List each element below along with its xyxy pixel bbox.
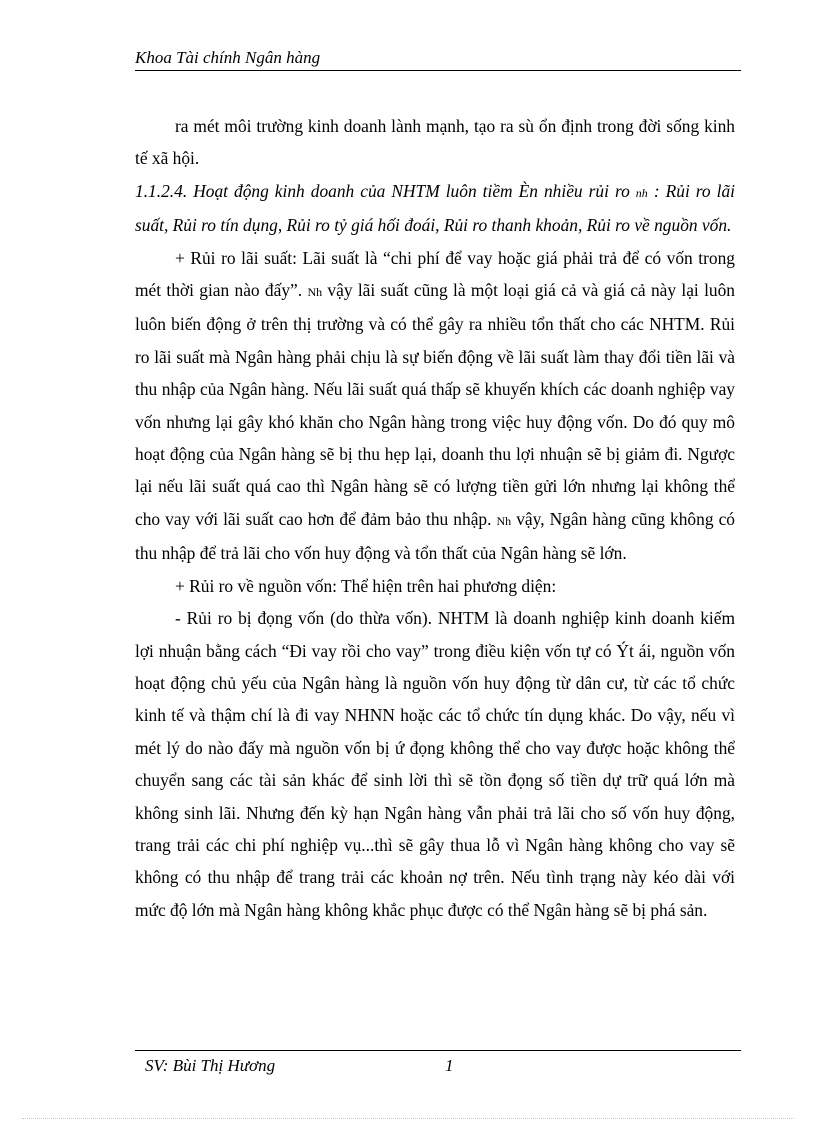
section-heading-part-2: : Rủi ro lãi suất, Rủi ro tín dụng, Rủi ro tỷ giá hối đoái, Rủi ro thanh khoản, Rủi ro về nguồn vốn. — [135, 180, 735, 236]
paragraph-idle-capital-risk: - Rủi ro bị đọng vốn (do thừa vốn). NHTM là doanh nghiệp kinh doanh kiếm lợi nhuận bằng cách “Đi vay rồi cho vay” trong điều kiện vốn tự có Ýt ái, nguồn vốn hoạt động chủ yếu của Ngân hàng là nguồn vốn huy động từ dân cư, từ các tổ chức kinh tế và thậm chí là đi vay NHNN hoặc các tổ chức tín dụng khác. Do vậy, nếu vì mét lý do nào đấy mà nguồn vốn bị ứ đọng không thể cho vay được hoặc không thể chuyển sang các tài sản khác để sinh lời thì sẽ tồn đọng số tiền dự trữ quá lớn mà không sinh lãi. Nhưng đến kỳ hạn Ngân hàng vẫn phải trả lãi cho số vốn huy động, trang trải các chi phí nghiệp vụ...thì sẽ gây thua lỗ vì Ngân hàng không cho vay sẽ không có thu nhập để trang trải các khoản nợ trên. Nếu tình trạng này kéo dài với mức độ lớn mà Ngân hàng không khắc phục được có thể Ngân hàng sẽ bị phá sản. — [135, 608, 735, 920]
paragraph-interest-rate-risk — [135, 242, 735, 570]
footer-student-name: SV: Bùi Thị Hương — [145, 1056, 276, 1075]
header-divider — [135, 70, 741, 71]
paragraph-2-part-2: vậy lãi suất cũng là một loại giá cả và giá cả này lại luôn luôn biến động ở trên thị trường và có thể gây ra nhiều tổn thất cho các NHTM. Rủi ro lãi suất mà Ngân hàng phải chịu là sự biến động về lãi suất làm thay đổi tiền lãi và thu nhập của Ngân hàng. Nếu lãi suất quá thấp sẽ khuyến khích các doanh nghiệp vay vốn nhưng lại gây khó khăn cho Ngân hàng trong việc huy động vốn. Do đó quy mô hoạt động của Ngân hàng sẽ bị thu hẹp lại, doanh thu lợi nhuận sẽ bị giảm đi. Ngược lại nếu lãi suất quá cao thì Ngân hàng sẽ có lượng tiền gửi lớn nhưng lại không thể cho vay với lãi suất cao hơn để đảm bảo thu nhập. — [135, 280, 735, 529]
section-heading-part-1: 1.1.2.4. Hoạt động kinh doanh của NHTM luôn tiềm Èn nhiều rủi ro — [135, 180, 636, 201]
footer-page-number: 1 — [445, 1056, 454, 1075]
paragraph-2-nh-1: Nh — [307, 285, 323, 300]
paragraph-1: ra mét môi trường kinh doanh lành mạnh, tạo ra sù ổn định trong đời sống kinh tế xã hội. — [135, 116, 735, 169]
section-heading — [135, 175, 735, 242]
page-header-title: Khoa Tài chính Ngân hàng — [135, 48, 321, 67]
paragraph-capital-risk: + Rủi ro về nguồn vốn: Thể hiện trên hai phương diện: — [175, 575, 557, 596]
document-body — [135, 110, 735, 926]
section-heading-nh: nh — [635, 185, 648, 200]
paragraph-2-part-1: + Rủi ro lãi suất: Lãi suất là “chi phí để vay hoặc giá phải trả để có vốn trong mét thời gian nào đấy”. — [135, 247, 735, 301]
paragraph-2-nh-2: Nh — [496, 513, 512, 528]
page-bottom-edge — [22, 1118, 794, 1119]
footer-divider — [135, 1050, 741, 1051]
paragraph-2-part-3: vậy, Ngân hàng cũng không có thu nhập để trả lãi cho vốn huy động và tổn thất của Ngân hàng sẽ lớn. — [135, 508, 735, 564]
